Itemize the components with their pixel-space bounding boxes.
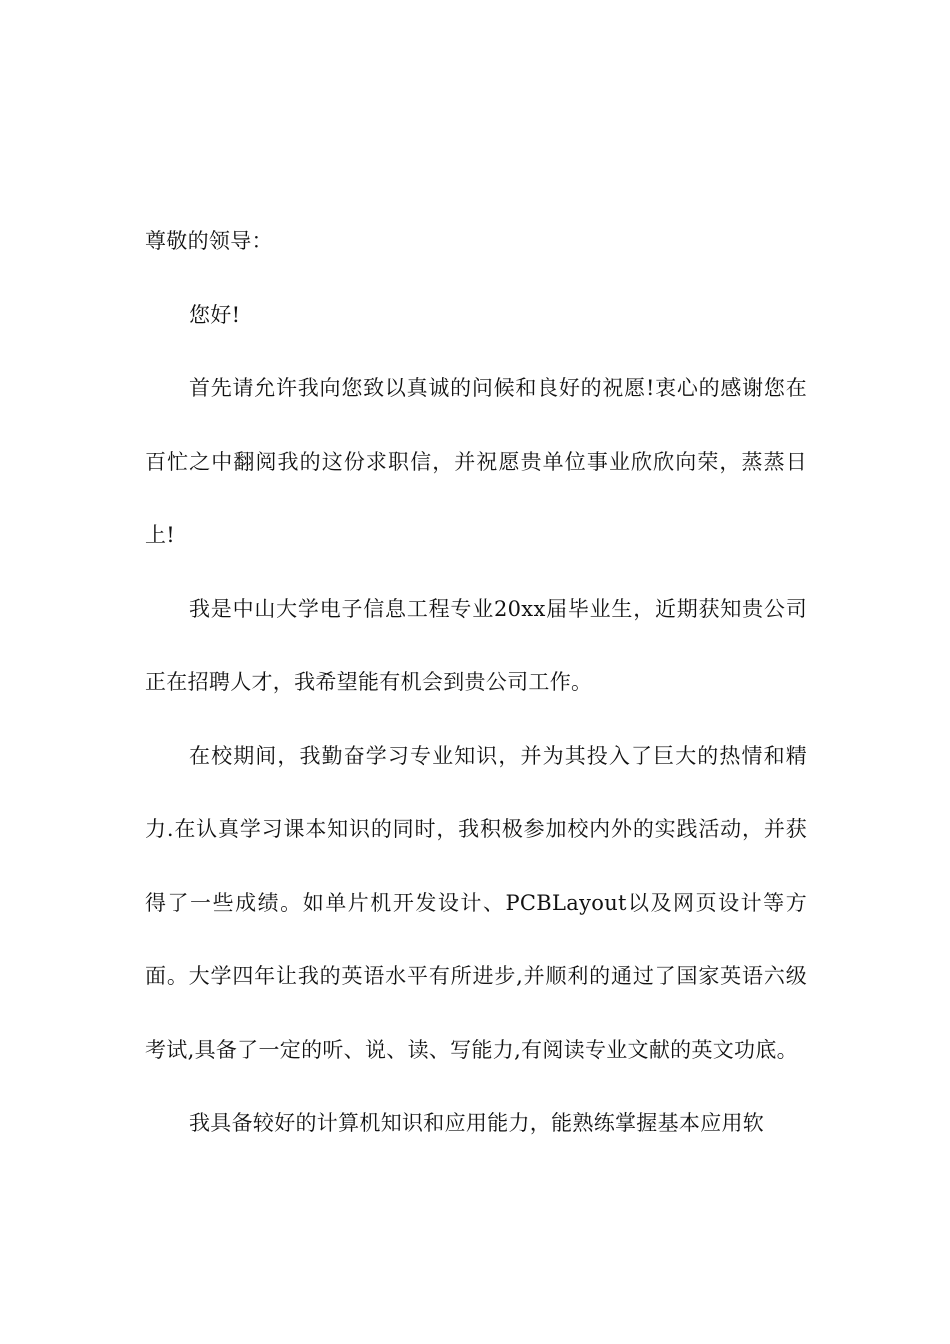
paragraph-greeting: 您好! (189, 302, 241, 327)
salutation: 尊敬的领导： (145, 229, 273, 253)
paragraph-opening: 首先请允许我向您致以真诚的问候和良好的祝愿!衷心的感谢您在百忙之中翻阅我的这份求职信，并祝愿贵单位事业欣欣向荣，蒸蒸日上! (145, 376, 807, 547)
paragraph-introduction: 我是中山大学电子信息工程专业20xx届毕业生，近期获知贵公司正在招聘人才，我希望能有机会到贵公司工作。 (145, 596, 807, 694)
paragraph-education: 在校期间，我勤奋学习专业知识，并为其投入了巨大的热情和精力.在认真学习课本知识的同时，我积极参加校内外的实践活动，并获得了一些成绩。如单片机开发设计、PCBLayout以及网页设计等方面。大学四年让我的英语水平有所进步,并顺利的通过了国家英语六级考试,具备了一定的听、说、读、写能力,有阅读专业文献的英文功底。 (145, 743, 807, 1062)
letter-body (145, 205, 807, 1161)
paragraph-skills: 我具备较好的计算机知识和应用能力，能熟练掌握基本应用软 (189, 1111, 765, 1135)
